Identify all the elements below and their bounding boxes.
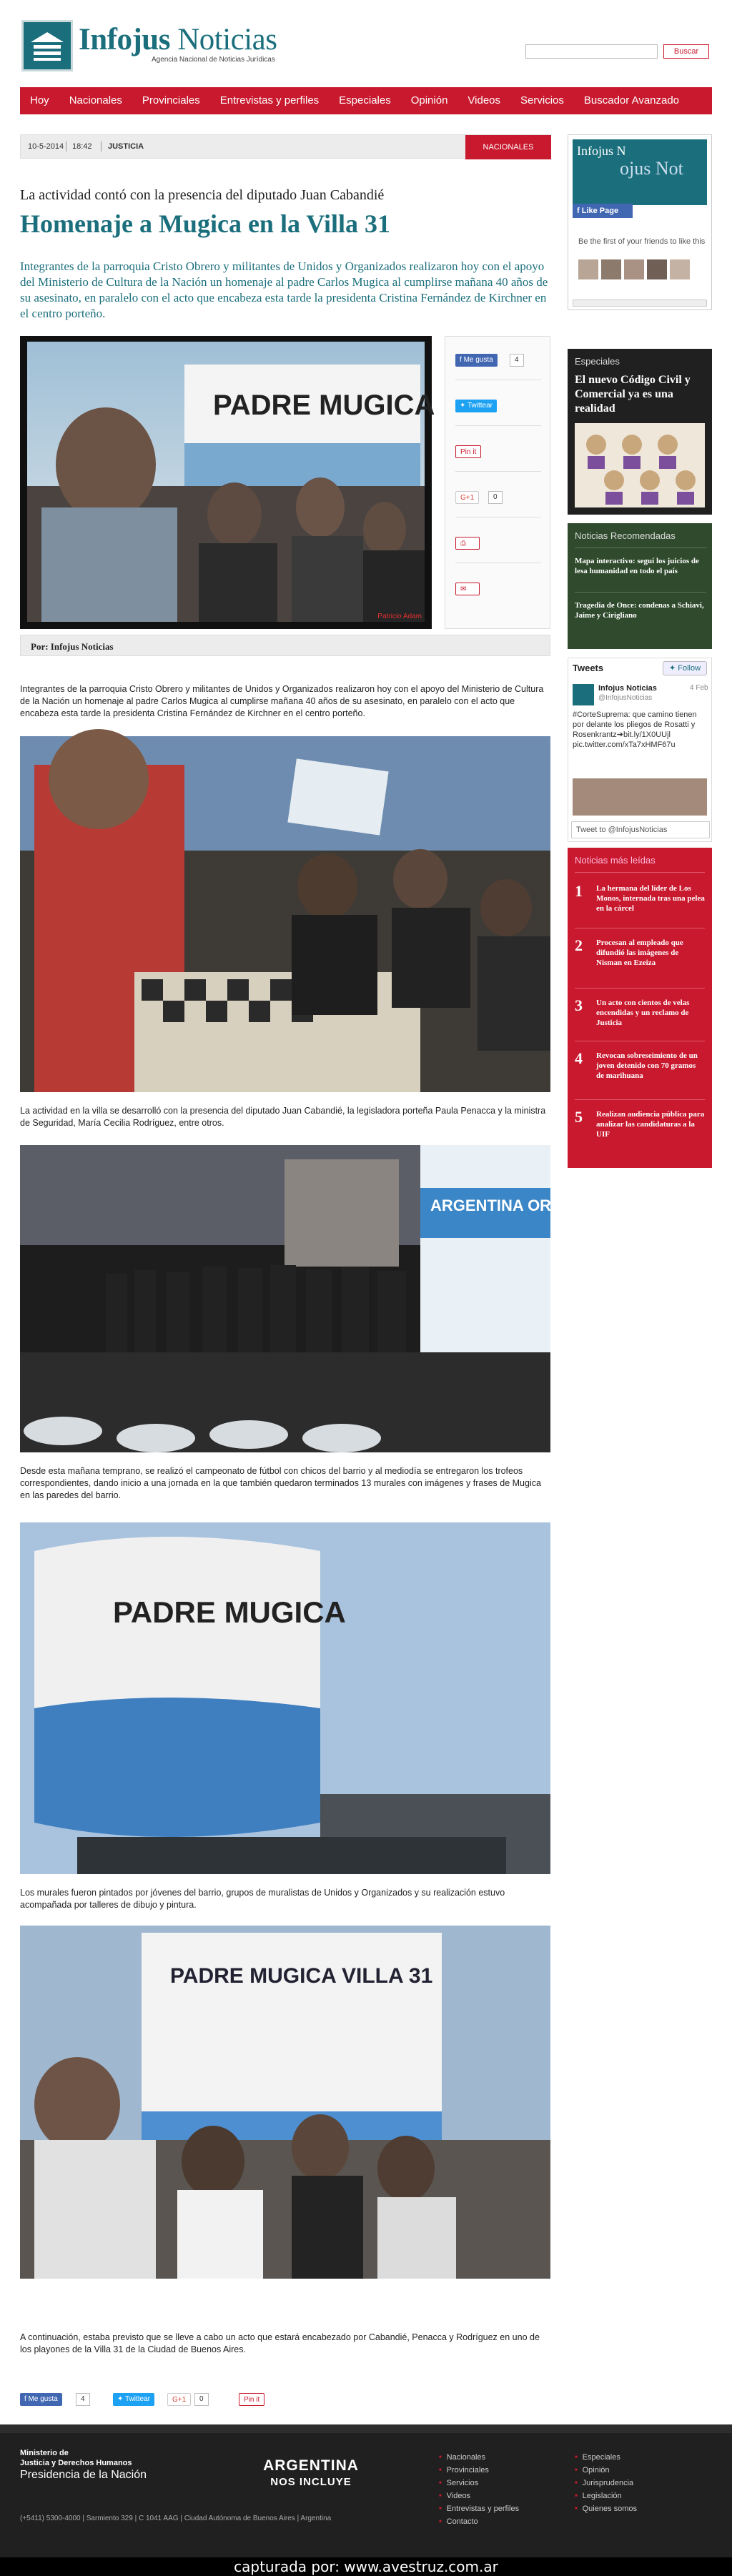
most-read-item[interactable]: Procesan al empleado que difundió las imágenes de Nisman en Ezeiza bbox=[596, 938, 683, 967]
twitter-follow-button[interactable]: ✦ Follow bbox=[663, 661, 707, 675]
envelope-icon: ✉ bbox=[460, 585, 467, 593]
tweet-author-name[interactable]: Infojus Noticias bbox=[598, 684, 657, 693]
most-read-heading: Noticias más leídas bbox=[575, 855, 656, 866]
footer-slogan-sub: NOS INCLUYE bbox=[270, 2476, 352, 2488]
footer-link-legislacion[interactable]: ■ Legislación bbox=[575, 2492, 622, 2500]
article-paragraph: A continuación, estaba previsto que se lleve a cabo un acto que estará encabezado por Cabandié, Penacca y Rodríguez en uno de los playones de la Villa 31 de la Ciudad de Buenos Aires. bbox=[20, 2332, 540, 2354]
avatar[interactable] bbox=[647, 259, 667, 279]
recommended-item[interactable]: Mapa interactivo: seguí los juicios de lesa humanidad en todo el país bbox=[575, 557, 699, 575]
banner-text: PADRE MUGICA bbox=[113, 1595, 346, 1629]
facebook-icon: f bbox=[577, 207, 582, 215]
twitter-icon: ✦ bbox=[460, 402, 468, 410]
divider bbox=[455, 425, 541, 426]
article-paragraph: Integrantes de la parroquia Cristo Obrero y militantes de Unidos y Organizados realizaron hoy con el apoyo del Ministerio de Cultura de la Nación un homenaje al padre Carlos Mugica al cumplirse mañana 40 años de su asesinato, en paralelo con el acto que encabeza esta tarde la presidenta Cristina Fernández de Kirchner en el centro porteño. bbox=[20, 684, 544, 718]
twitter-icon: ✦ bbox=[117, 2395, 125, 2403]
presidency-label[interactable]: Presidencia de la Nación bbox=[20, 2469, 147, 2481]
twitter-tweet-button[interactable]: ✦ Twittear bbox=[455, 400, 497, 412]
bottom-share-bar bbox=[20, 2392, 550, 2410]
facebook-like-page-button[interactable]: f Like Page bbox=[573, 204, 633, 218]
most-read-rank: 4 bbox=[575, 1049, 583, 1067]
pinterest-pin-button[interactable]: Pin it bbox=[455, 445, 481, 458]
section-badge[interactable]: NACIONALES bbox=[465, 135, 551, 159]
footer-address: (+5411) 5300-4000 | Sarmiento 329 | C 1041 AAG | Ciudad Autónoma de Buenos Aires | Argentina bbox=[20, 2515, 332, 2522]
article-meta-bar bbox=[20, 134, 550, 159]
most-read-item[interactable]: Un acto con cientos de velas encendidas y un reclamo de Justicia bbox=[596, 999, 690, 1027]
nav-item-servicios[interactable]: Servicios bbox=[520, 94, 564, 106]
most-read-rank: 2 bbox=[575, 936, 583, 954]
site-header bbox=[0, 0, 732, 84]
divider bbox=[575, 988, 705, 989]
banner-text: ARGENTINA ORGANIZA bbox=[430, 1197, 612, 1214]
article-photo-stage[interactable] bbox=[20, 1145, 612, 1452]
search-input[interactable] bbox=[525, 44, 658, 59]
avatar[interactable] bbox=[578, 259, 598, 279]
facebook-page-widget bbox=[568, 134, 712, 310]
nav-item-nacionales[interactable]: Nacionales bbox=[69, 94, 122, 106]
tweet-image[interactable] bbox=[573, 778, 707, 816]
divider bbox=[575, 592, 706, 593]
most-read-rank: 1 bbox=[575, 882, 583, 900]
facebook-icon: f bbox=[24, 2395, 29, 2403]
email-button[interactable] bbox=[455, 583, 480, 595]
avatar[interactable] bbox=[670, 259, 690, 279]
article-section[interactable]: JUSTICIA bbox=[108, 142, 144, 151]
google-plus-button[interactable]: G+1 bbox=[455, 491, 479, 504]
facebook-cover-text: ojus Not bbox=[620, 158, 683, 179]
facebook-like-button[interactable]: f Me gusta bbox=[455, 354, 498, 367]
ministry-name[interactable]: Justicia y Derechos Humanos bbox=[20, 2459, 132, 2467]
article-author: Por: Infojus Noticias bbox=[31, 641, 114, 652]
footer-slogan: ARGENTINA bbox=[263, 2457, 359, 2474]
most-read-item[interactable]: Realizan audiencia pública para analizar las candidaturas a la UIF bbox=[596, 1110, 705, 1139]
facebook-cover-image[interactable] bbox=[573, 139, 707, 205]
footer-link-entrevistas[interactable]: ■ Entrevistas y perfiles bbox=[439, 2505, 519, 2513]
most-read-item[interactable]: Revocan sobreseimiento de un joven detenido con 70 gramos de marihuana bbox=[596, 1051, 698, 1080]
especiales-heading: Especiales bbox=[575, 356, 620, 367]
search-button[interactable]: Buscar bbox=[663, 44, 709, 59]
horizontal-scrollbar[interactable] bbox=[573, 299, 707, 307]
footer-link-videos[interactable]: ■ Videos bbox=[439, 2492, 470, 2500]
banner-text: PADRE MUGICA bbox=[213, 390, 435, 421]
article-time: 18:42 bbox=[72, 142, 92, 151]
logo-mark[interactable] bbox=[21, 20, 73, 71]
divider bbox=[455, 471, 541, 472]
facebook-like-count: 4 bbox=[510, 354, 524, 367]
article-date: 10-5-2014 bbox=[28, 142, 64, 151]
footer-link-jurisprudencia[interactable]: ■ Jurisprudencia bbox=[575, 2479, 633, 2487]
footer-link-nacionales[interactable]: ■ Nacionales bbox=[439, 2453, 485, 2462]
logo-wordmark[interactable]: Infojus Noticias bbox=[79, 23, 277, 56]
facebook-page-name: Infojus N bbox=[577, 144, 626, 158]
article-kicker: La actividad contó con la presencia del diputado Juan Cabandié bbox=[20, 187, 385, 203]
footer-link-quienes-somos[interactable]: ■ Quienes somos bbox=[575, 2505, 637, 2513]
footer-link-opinion[interactable]: ■ Opinión bbox=[575, 2466, 610, 2475]
especiales-title[interactable]: El nuevo Código Civil y Comercial ya es una realidad bbox=[575, 374, 691, 415]
article-paragraph: Desde esta mañana temprano, se realizó el campeonato de fútbol con chicos del barrio y al mediodía se entregaron los trofeos correspondientes, dando inicio a una jornada en la que también quedaron terminados 13 murales con imágenes y frases de Mugica en las paredes del barrio. bbox=[20, 1466, 541, 1500]
nav-item-opinion[interactable]: Opinión bbox=[410, 94, 448, 106]
recommended-heading: Noticias Recomendadas bbox=[575, 530, 676, 541]
divider bbox=[575, 1099, 705, 1100]
article-title: Homenaje a Mugica en la Villa 31 bbox=[20, 209, 390, 238]
article-photo-mural[interactable] bbox=[20, 1522, 550, 1874]
twitter-timeline-widget bbox=[568, 658, 712, 842]
photo-credit: Patricio Adam bbox=[377, 613, 422, 620]
nav-item-provinciales[interactable]: Provinciales bbox=[142, 94, 200, 106]
main-nav bbox=[20, 87, 712, 114]
divider bbox=[575, 872, 705, 873]
article-paragraph: La actividad en la villa se desarrolló con la presencia del diputado Juan Cabandié, la legisladora porteña Paula Penacca y la ministra de Seguridad, María Cecilia Rodríguez, entre otros. bbox=[20, 1106, 546, 1128]
article-paragraph: Los murales fueron pintados por jóvenes del barrio, grupos de muralistas de Unidos y Organizados y su realización estuvo acompañada por talleres de dibujo y pintura. bbox=[20, 1888, 505, 1910]
avatar[interactable] bbox=[573, 684, 594, 705]
google-plus-count: 0 bbox=[194, 2393, 209, 2406]
tweet-to-input[interactable]: Tweet to @InfojusNoticias bbox=[571, 821, 710, 838]
avatar[interactable] bbox=[624, 259, 644, 279]
facebook-icon: f bbox=[460, 356, 464, 364]
most-read-rank: 3 bbox=[575, 996, 583, 1014]
site-footer bbox=[0, 2424, 732, 2567]
most-read-box bbox=[568, 848, 712, 1168]
tweet-author-handle[interactable]: @InfojusNoticias bbox=[598, 694, 653, 702]
capture-credit: capturada por: www.avestruz.com.ar bbox=[0, 2557, 732, 2576]
share-panel bbox=[445, 336, 550, 629]
facebook-like-count: 4 bbox=[76, 2393, 90, 2406]
print-button[interactable] bbox=[455, 537, 480, 550]
meta-divider bbox=[101, 142, 102, 152]
footer-top-strip bbox=[0, 2424, 732, 2433]
footer-link-contacto[interactable]: ■ Contacto bbox=[439, 2517, 478, 2526]
facebook-social-text: Be the first of your friends to like this bbox=[578, 237, 706, 246]
ministry-label[interactable]: Ministerio de bbox=[20, 2449, 69, 2457]
twitter-icon: ✦ bbox=[668, 664, 678, 673]
banner-text: PADRE MUGICA VILLA 31 bbox=[170, 1964, 433, 1988]
tweet-date[interactable]: 4 Feb bbox=[690, 684, 708, 692]
nav-item-especiales[interactable]: Especiales bbox=[339, 94, 391, 106]
nav-item-videos[interactable]: Videos bbox=[468, 94, 501, 106]
footer-link-servicios[interactable]: ■ Servicios bbox=[439, 2479, 478, 2487]
hero-photo[interactable] bbox=[20, 336, 435, 629]
avatar[interactable] bbox=[601, 259, 621, 279]
logo-subtitle: Agencia Nacional de Noticias Jurídicas bbox=[152, 56, 275, 64]
nav-item-entrevistas[interactable]: Entrevistas y perfiles bbox=[219, 94, 320, 106]
footer-link-provinciales[interactable]: ■ Provinciales bbox=[439, 2466, 489, 2475]
recommended-news-box bbox=[568, 523, 712, 649]
recommended-item[interactable]: Tragedia de Once: condenas a Schiavi, Jaime y Cirigliano bbox=[575, 601, 704, 620]
nav-item-hoy[interactable]: Hoy bbox=[30, 94, 49, 106]
article-photo-chess[interactable] bbox=[20, 736, 550, 1092]
nav-item-buscador[interactable]: Buscador Avanzado bbox=[583, 94, 680, 106]
article-photo-banner[interactable] bbox=[20, 1926, 550, 2279]
especiales-image[interactable] bbox=[575, 423, 705, 507]
google-plus-button[interactable]: G+1 bbox=[167, 2393, 191, 2406]
most-read-rank: 5 bbox=[575, 1108, 583, 1126]
twitter-tweet-button[interactable]: ✦ Twittear bbox=[113, 2393, 154, 2406]
google-plus-count: 0 bbox=[488, 491, 503, 504]
tweet-text: #CorteSuprema: que camino tienen por delante los pliegos de Rosatti y Rosenkrantz➔bit.ly/1X0UUjl pic.twitter.com/xTa7xHMF67u bbox=[573, 710, 697, 749]
tweets-heading: Tweets bbox=[573, 663, 604, 673]
pinterest-pin-button[interactable]: Pin it bbox=[239, 2393, 264, 2406]
especiales-box[interactable] bbox=[568, 349, 712, 515]
footer-link-especiales[interactable]: ■ Especiales bbox=[575, 2453, 620, 2462]
article-lead: Integrantes de la parroquia Cristo Obrero y militantes de Unidos y Organizados realizaron hoy con el apoyo del Ministerio de Cultura de la Nación un homenaje al padre Carlos Mugica al cumplirse mañana 40 años de su asesinato, en paralelo con el acto que encabeza esta tarde la presidenta Cristina Fernández de Kirchner en el centro porteño. bbox=[20, 259, 548, 320]
printer-icon: ⎙ bbox=[460, 540, 466, 548]
facebook-like-button[interactable]: f Me gusta bbox=[20, 2393, 62, 2406]
most-read-item[interactable]: La hermana del líder de Los Monos, internada tras una pelea en la cárcel bbox=[596, 884, 705, 913]
author-bar bbox=[20, 635, 550, 656]
